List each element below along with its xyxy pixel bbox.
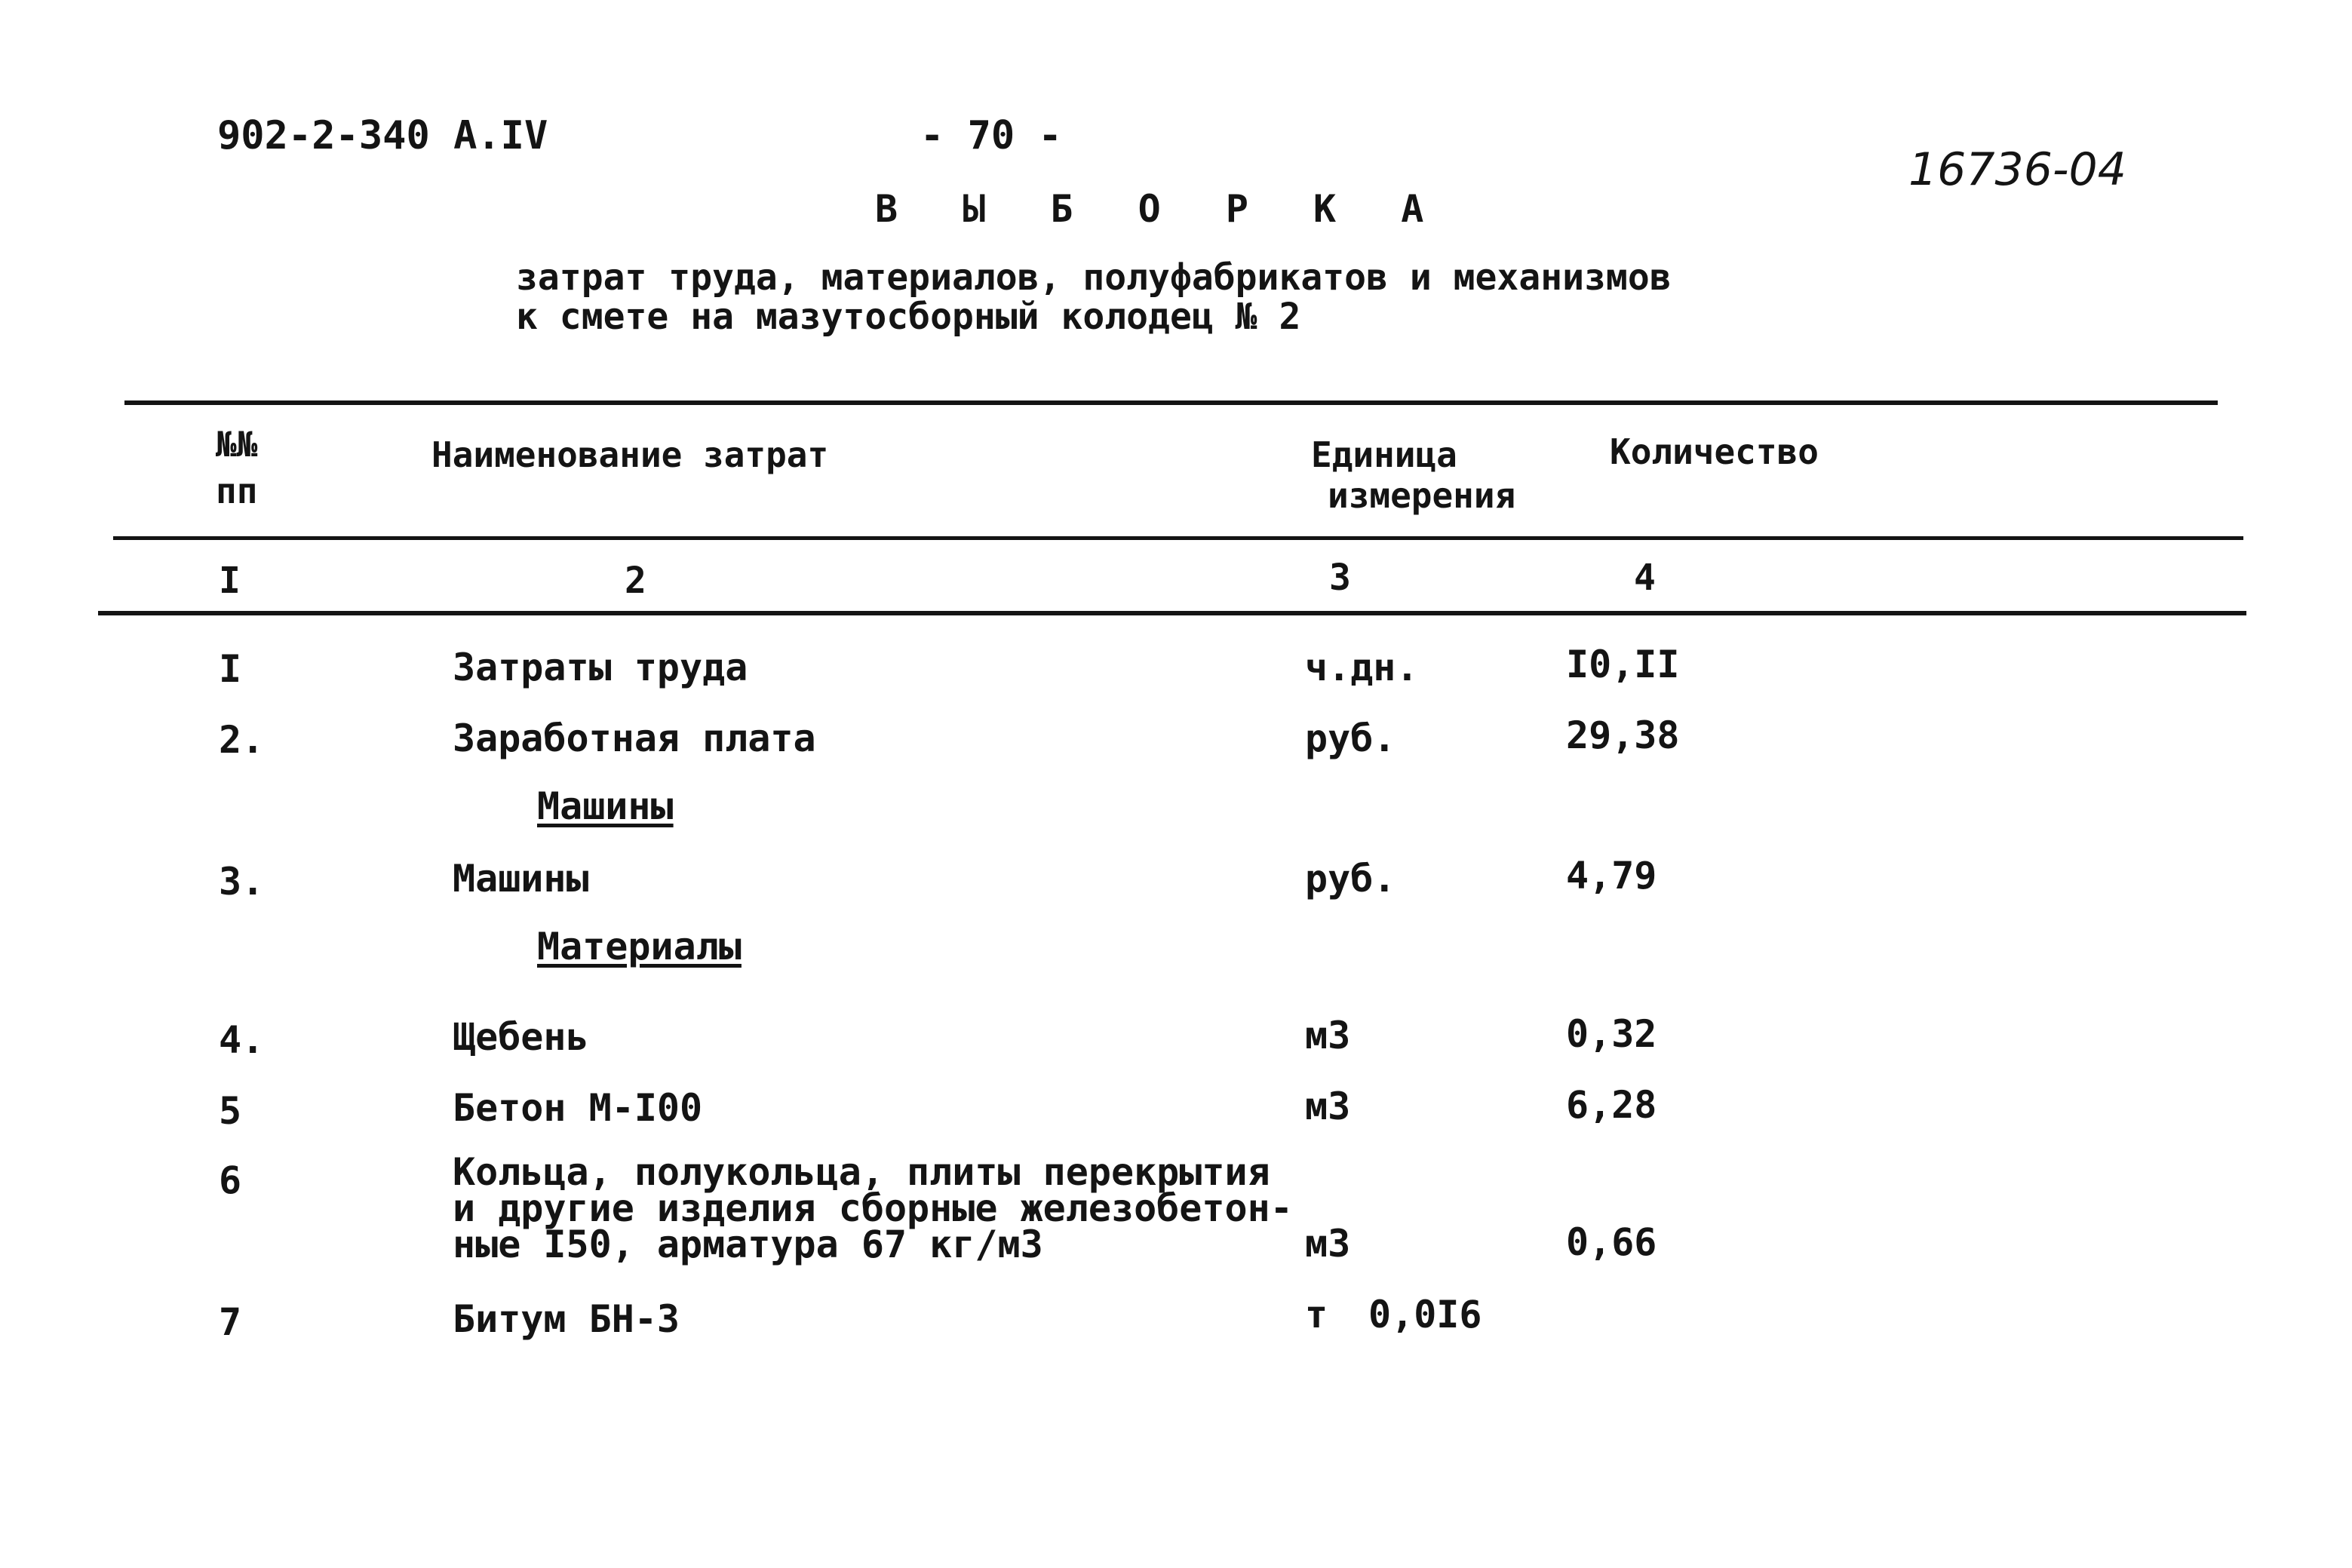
section-heading-materials: Материалы xyxy=(537,925,742,968)
row-3-name: Машины xyxy=(453,857,589,901)
row-6-number: 6 xyxy=(219,1158,242,1202)
row-2-quantity: 29,38 xyxy=(1566,713,1680,757)
subtitle-line-2: к смете на мазутосборный колодец № 2 xyxy=(516,296,1301,338)
row-1-name: Затраты труда xyxy=(453,646,748,689)
row-3-quantity: 4,79 xyxy=(1566,854,1657,898)
row-2-name: Заработная плата xyxy=(453,716,816,760)
row-5-name: Бетон М-I00 xyxy=(453,1086,703,1130)
row-7-name: Битум БН-3 xyxy=(453,1297,680,1341)
row-4-quantity: 0,32 xyxy=(1566,1012,1657,1056)
row-3-unit: руб. xyxy=(1305,857,1396,901)
section-heading-machines: Машины xyxy=(537,784,674,828)
row-4-number: 4. xyxy=(219,1018,265,1062)
row-1-unit: ч.дн. xyxy=(1305,646,1419,689)
header-name: Наименование затрат xyxy=(431,434,829,475)
row-7-number: 7 xyxy=(219,1300,242,1344)
row-6-unit: м3 xyxy=(1305,1222,1351,1266)
page-subtitle xyxy=(516,258,1672,336)
row-3-number: 3. xyxy=(219,860,265,904)
row-4-name: Щебень xyxy=(453,1015,589,1059)
column-number-2: 2 xyxy=(625,560,646,602)
row-6-name: Кольца, полукольца, плиты перекрытия и другие изделия сборные железобетон- ные I50, арматура 67 кг/м3 xyxy=(453,1150,1293,1266)
row-2-number: 2. xyxy=(219,718,265,762)
row-4-unit: м3 xyxy=(1305,1014,1351,1057)
table-top-rule xyxy=(124,400,2218,405)
table-column-number-rule xyxy=(98,611,2246,615)
header-number xyxy=(216,424,257,511)
header-unit xyxy=(1311,434,1515,516)
row-7-unit: т xyxy=(1305,1293,1328,1336)
column-number-4: 4 xyxy=(1634,557,1656,599)
header-number-line-2: пп xyxy=(216,471,258,511)
table-header-rule xyxy=(113,536,2243,540)
page-title: В Ы Б О Р К А xyxy=(875,187,1445,231)
row-5-number: 5 xyxy=(219,1089,242,1133)
document-number: 16736-04 xyxy=(1908,143,2126,196)
row-5-quantity: 6,28 xyxy=(1566,1083,1657,1127)
row-5-unit: м3 xyxy=(1305,1085,1351,1128)
row-1-quantity: I0,II xyxy=(1566,643,1680,686)
subtitle-line-1: затрат труда, материалов, полуфабрикатов и механизмов xyxy=(516,256,1672,299)
header-unit-line-1: Единица xyxy=(1311,434,1457,475)
row-2-unit: руб. xyxy=(1305,716,1396,760)
column-number-3: 3 xyxy=(1329,557,1351,599)
row-1-number: I xyxy=(219,647,242,691)
document-code: 902-2-340 А.IV xyxy=(217,113,548,158)
page-number: - 70 - xyxy=(920,113,1062,158)
header-unit-line-2: измерения xyxy=(1328,475,1516,516)
row-7-quantity: 0,0I6 xyxy=(1368,1293,1482,1336)
header-number-line-1: №№ xyxy=(216,424,258,465)
column-number-1: I xyxy=(219,560,241,602)
row-6-quantity: 0,66 xyxy=(1566,1220,1657,1264)
header-quantity: Количество xyxy=(1610,431,1819,472)
